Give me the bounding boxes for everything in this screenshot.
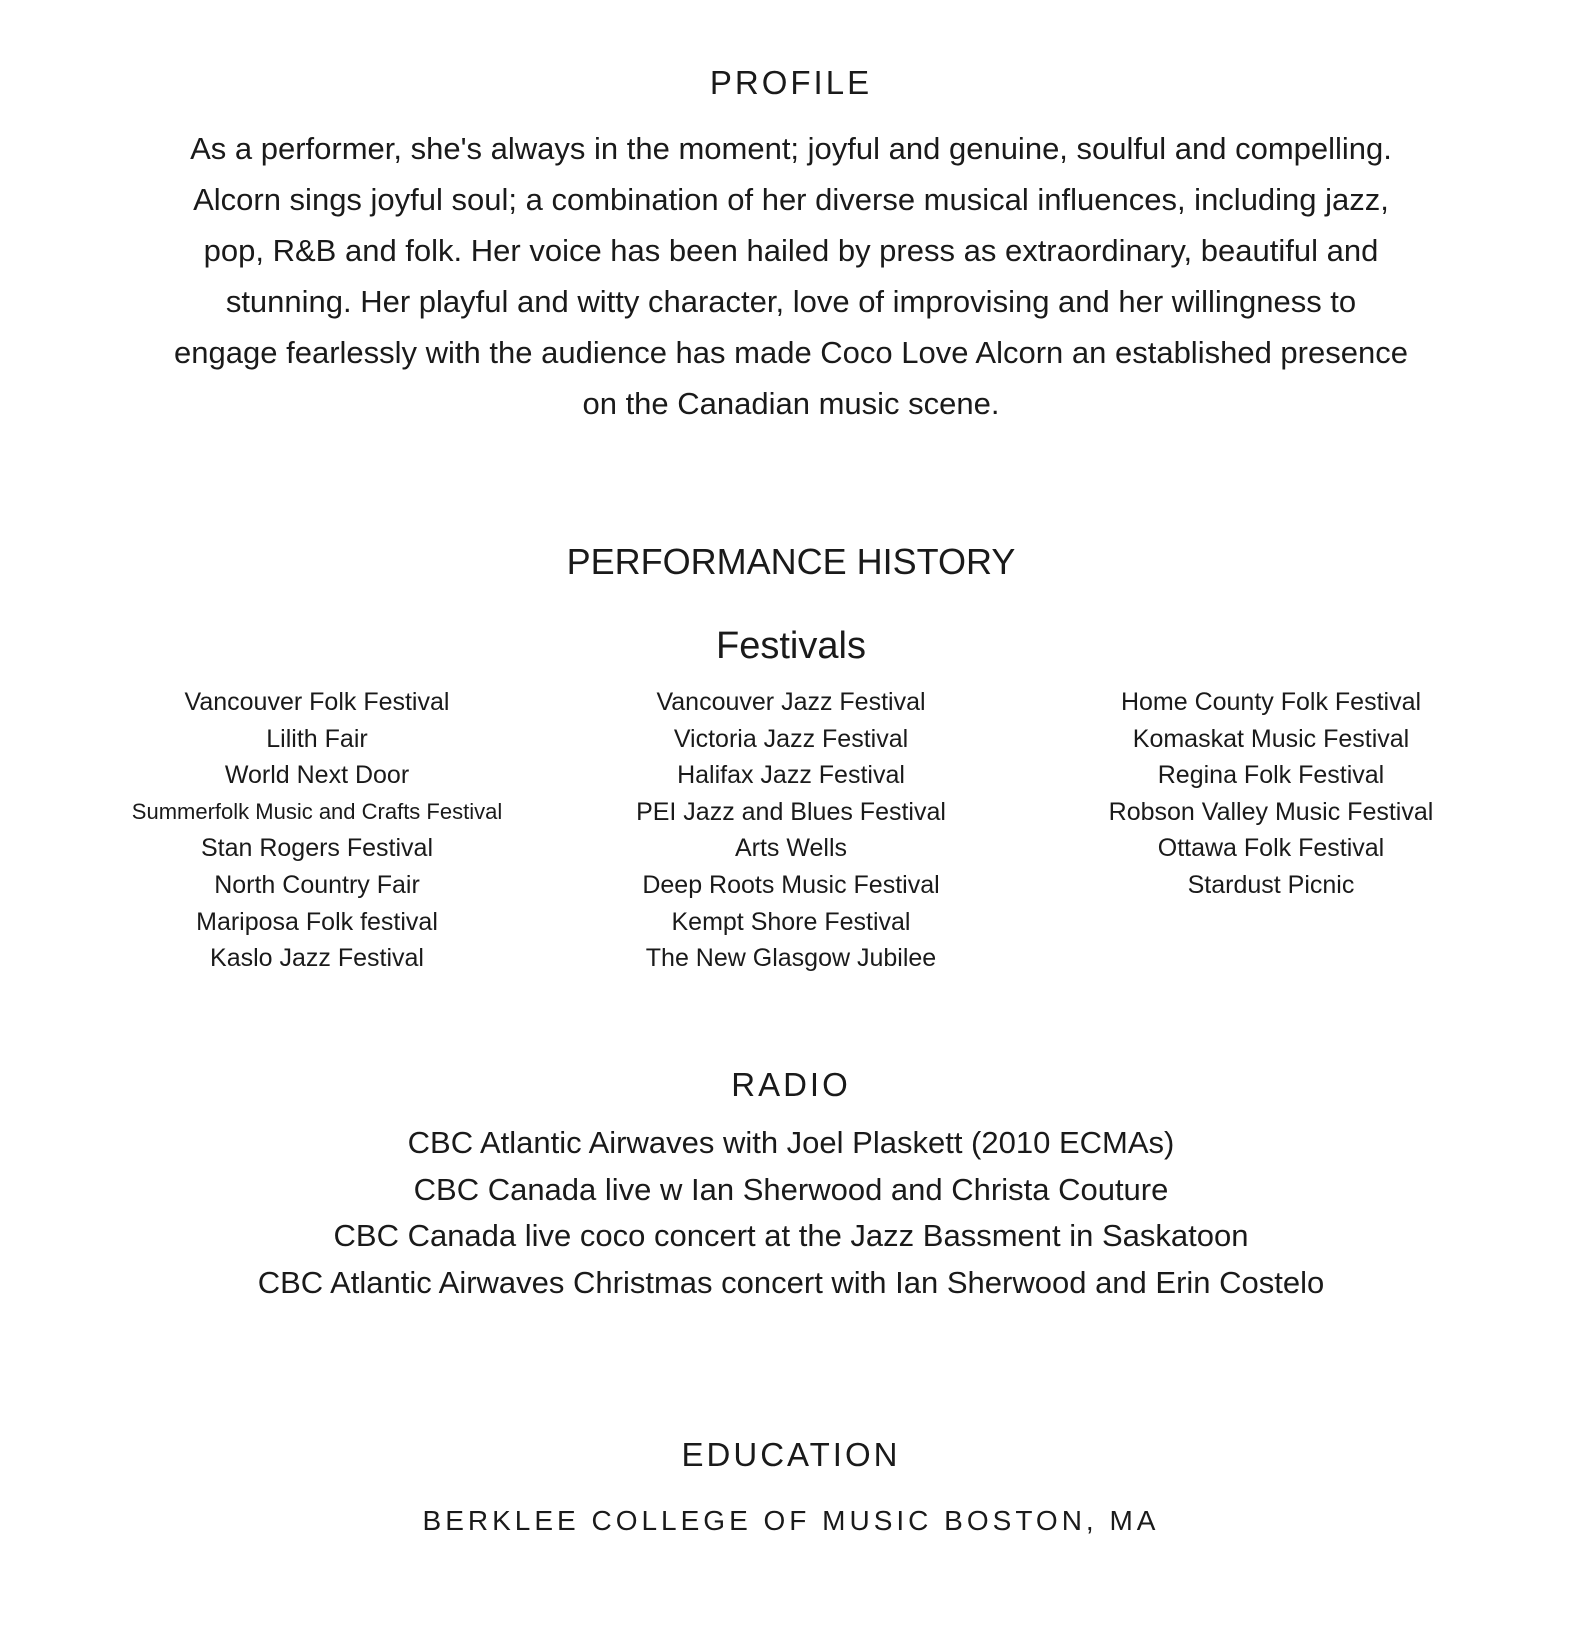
festival-item: North Country Fair: [214, 870, 420, 899]
performance-history-heading: PERFORMANCE HISTORY: [566, 541, 1016, 582]
profile-line: Alcorn sings joyful soul; a combination of her diverse musical influences, including jazz,: [193, 182, 1389, 217]
festival-item: Victoria Jazz Festival: [673, 724, 909, 753]
festival-item: Mariposa Folk festival: [196, 907, 438, 936]
profile-line: stunning. Her playful and witty character, love of improvising and her willingness to: [225, 284, 1357, 319]
festival-column-1: [82, 684, 552, 977]
festival-item: Kaslo Jazz Festival: [210, 944, 424, 973]
festival-item: Regina Folk Festival: [1157, 761, 1385, 790]
festivals-heading: Festivals: [716, 625, 866, 667]
festival-item: Summerfolk Music and Crafts Festival: [131, 798, 503, 824]
festival-item: Stardust Picnic: [1187, 870, 1355, 899]
radio-item: CBC Canada live coco concert at the Jazz Bassment in Saskatoon: [333, 1218, 1249, 1253]
festival-item: Stan Rogers Festival: [200, 834, 434, 863]
festival-item: Robson Valley Music Festival: [1108, 797, 1434, 826]
festival-column-3: [1036, 684, 1506, 904]
education-heading: EDUCATION: [681, 1436, 901, 1473]
profile-line: on the Canadian music scene.: [582, 386, 1000, 421]
profile-heading: PROFILE: [709, 64, 873, 101]
radio-heading: RADIO: [731, 1066, 851, 1103]
festival-item: Ottawa Folk Festival: [1157, 834, 1385, 863]
profile-line: As a performer, she's always in the moment; joyful and genuine, soulful and compelling.: [190, 131, 1392, 166]
festival-item: Lilith Fair: [266, 724, 368, 753]
festival-item: Home County Folk Festival: [1120, 688, 1422, 716]
festival-item: Halifax Jazz Festival: [677, 761, 905, 790]
profile-line: pop, R&B and folk. Her voice has been hailed by press as extraordinary, beautiful and: [203, 233, 1379, 268]
education-value: BERKLEE COLLEGE OF MUSIC BOSTON, MA: [422, 1505, 1160, 1536]
radio-list: [0, 1120, 1582, 1306]
festival-item: Vancouver Jazz Festival: [656, 688, 926, 716]
festival-item: Deep Roots Music Festival: [642, 870, 940, 899]
profile-line: engage fearlessly with the audience has made Coco Love Alcorn an established presence: [174, 335, 1408, 370]
radio-item: CBC Canada live w Ian Sherwood and Christa Couture: [413, 1171, 1169, 1207]
festival-item: World Next Door: [224, 761, 410, 790]
festival-item: PEI Jazz and Blues Festival: [636, 797, 946, 826]
festival-item: Komaskat Music Festival: [1132, 724, 1410, 753]
festival-item: The New Glasgow Jubilee: [645, 944, 937, 973]
profile-text: [100, 123, 1482, 429]
festival-item: Kempt Shore Festival: [671, 907, 911, 936]
festival-column-2: [556, 684, 1026, 977]
festival-item: Vancouver Folk Festival: [184, 688, 450, 716]
radio-item: CBC Atlantic Airwaves Christmas concert with Ian Sherwood and Erin Costelo: [257, 1264, 1325, 1300]
radio-item: CBC Atlantic Airwaves with Joel Plaskett (2010 ECMAs): [407, 1125, 1175, 1160]
festival-item: Arts Wells: [734, 834, 848, 863]
